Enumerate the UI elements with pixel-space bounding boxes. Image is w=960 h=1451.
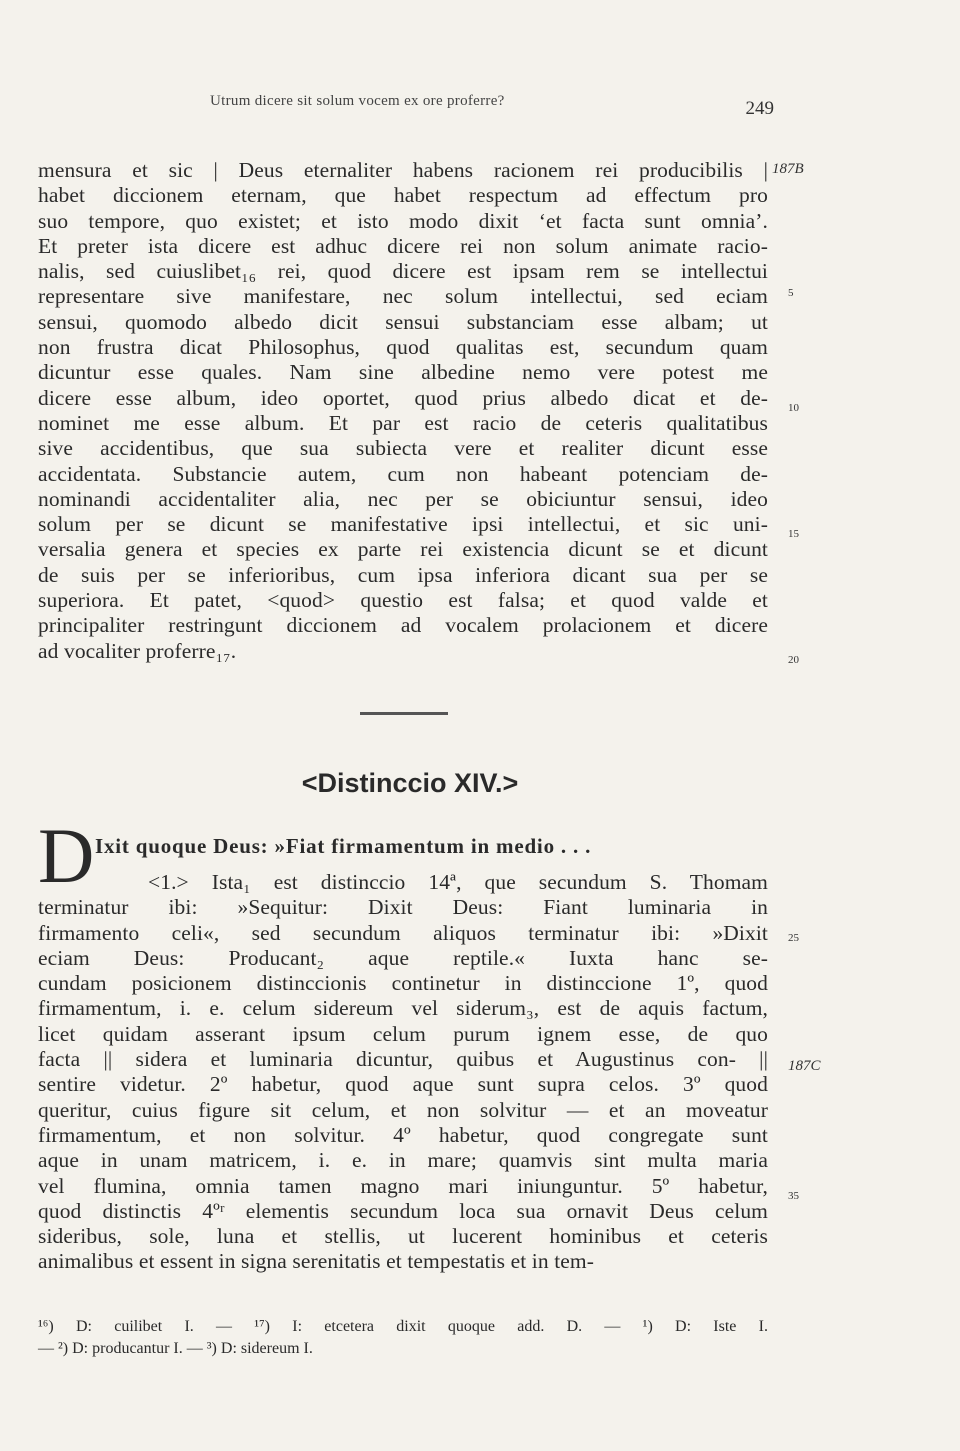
- text-line: firmamentum, i. e. celum sidereum vel siderum₃, est de aquis factum,: [38, 996, 768, 1021]
- margin-folio-note: 187C: [788, 1058, 821, 1074]
- text-line: sive accidentibus, que sua subiecta vere et realiter dicunt esse: [38, 436, 768, 461]
- text-line: <1.> Ista₁ est distinccio 14ª, que secundum S. Thomam: [148, 870, 768, 894]
- text-line: facta || sidera et luminaria dicuntur, quibus et Augustinus con- ||: [38, 1047, 768, 1072]
- text-line: eciam Deus: Producant₂ aque reptile.« Iuxta hanc se-: [38, 945, 768, 970]
- page-number: 249: [745, 98, 774, 119]
- text-line: firmamentum, et non solvitur. 4º habetur, quod congregate sunt: [38, 1122, 768, 1147]
- text-line: versalia genera et species ex parte rei existencia dicunt se et dicunt: [38, 537, 768, 562]
- text-line: Et preter ista dicere est adhuc dicere rei non solum animate racio-: [38, 233, 768, 258]
- text-line: habet diccionem eternam, que habet respectum ad effectum pro: [38, 183, 768, 208]
- section-title: <Distinccio XIV.>: [301, 768, 519, 798]
- text-line: non frustra dicat Philosophus, quod qualitas est, secundum quam: [38, 335, 768, 360]
- text-line: sentire videtur. 2º habetur, quod aque sunt supra celos. 3º quod: [38, 1072, 768, 1097]
- text-line: solum per se dicunt se manifestative ipsi intellectui, et sic uni-: [38, 512, 768, 537]
- text-line: cundam posicionem distinccionis continetur in distinccione 1º, quod: [38, 971, 768, 996]
- section-divider: [360, 712, 448, 715]
- text-line: terminatur ibi: »Sequitur: Dixit Deus: Fiant luminaria in: [38, 895, 768, 920]
- text-line: superiora. Et patet, <quod> questio est falsa; et quod valde et: [38, 588, 768, 613]
- text-line: nominandi accidentaliter alia, nec per se obiciuntur sensui, ideo: [38, 486, 768, 511]
- text-line: animalibus et essent in signa serenitatis et tempestatis et in tem-: [38, 1249, 595, 1274]
- body-text: [38, 158, 768, 664]
- line-number: 10: [788, 402, 799, 414]
- line-number: 5: [788, 287, 794, 299]
- text-line: dicuntur esse quales. Nam sine albedine nemo vere potest me: [38, 360, 768, 385]
- text-line: accidentata. Substancie autem, cum non habeant potenciam de-: [38, 461, 768, 486]
- text-line: licet quidam asserant ipsum celum purum ignem esse, de quo: [38, 1021, 768, 1046]
- margin-folio-note: 187B: [772, 161, 804, 177]
- incipit-line: Ixit quoque Deus: »Fiat firmamentum in medio . . .: [95, 834, 592, 858]
- drop-capital: D: [38, 812, 95, 899]
- footnote-line: ¹⁶) D: cuilibet I. — ¹⁷) I: etcetera dixit quoque add. D. — ¹) D: Iste I.: [38, 1318, 768, 1335]
- running-head: Utrum dicere sit solum vocem ex ore proferre?: [210, 93, 505, 109]
- text-line: sideribus, sole, luna et stellis, ut lucerent hominibus et ceteris: [38, 1224, 768, 1249]
- text-line: mensura et sic | Deus eternaliter habens racionem rei producibilis |: [38, 158, 768, 182]
- footnotes: [38, 1316, 768, 1360]
- text-line: aque in unam matricem, i. e. in mare; quamvis sint multa maria: [38, 1148, 768, 1173]
- text-line: suo tempore, quo existet; et isto modo dixit ‘et facta sunt omnia’.: [38, 208, 768, 233]
- text-line: principaliter restringunt diccionem ad vocalem prolacionem et dicere: [38, 613, 768, 638]
- line-number: 25: [788, 932, 799, 944]
- text-line: nalis, sed cuiuslibet₁₆ rei, quod dicere est ipsam rem se intellectui: [38, 259, 768, 284]
- line-number: 35: [788, 1190, 799, 1202]
- text-line: de suis per se inferioribus, cum ipsa inferiora dicant sua per se: [38, 562, 768, 587]
- line-number: 15: [788, 528, 799, 540]
- footnote-line: — ²) D: producantur I. — ³) D: sidereum I.: [38, 1340, 313, 1357]
- text-line: quod distinctis 4ºʳ elementis secundum loca sua ornavit Deus celum: [38, 1198, 768, 1223]
- text-line: queritur, cuius figure sit celum, et non solvitur — et an moveatur: [38, 1097, 768, 1122]
- text-line: nominet me esse album. Et par est racio de ceteris qualitatibus: [38, 410, 768, 435]
- text-line: ad vocaliter proferre₁₇.: [38, 638, 237, 663]
- text-line: firmamento celi«, sed secundum aliquos terminatur ibi: »Dixit: [38, 920, 768, 945]
- text-line: dicere esse album, ideo oportet, quod prius albedo dicat et de-: [38, 385, 768, 410]
- line-number: 20: [788, 654, 799, 666]
- text-line: representare sive manifestare, nec solum intellectui, sed eciam: [38, 284, 768, 309]
- text-line: sensui, quomodo albedo dicit sensui substanciam esse albam; ut: [38, 309, 768, 334]
- text-line: vel flumina, omnia tamen magno mari iniunguntur. 5º habetur,: [38, 1173, 768, 1198]
- section-text: [38, 870, 768, 1275]
